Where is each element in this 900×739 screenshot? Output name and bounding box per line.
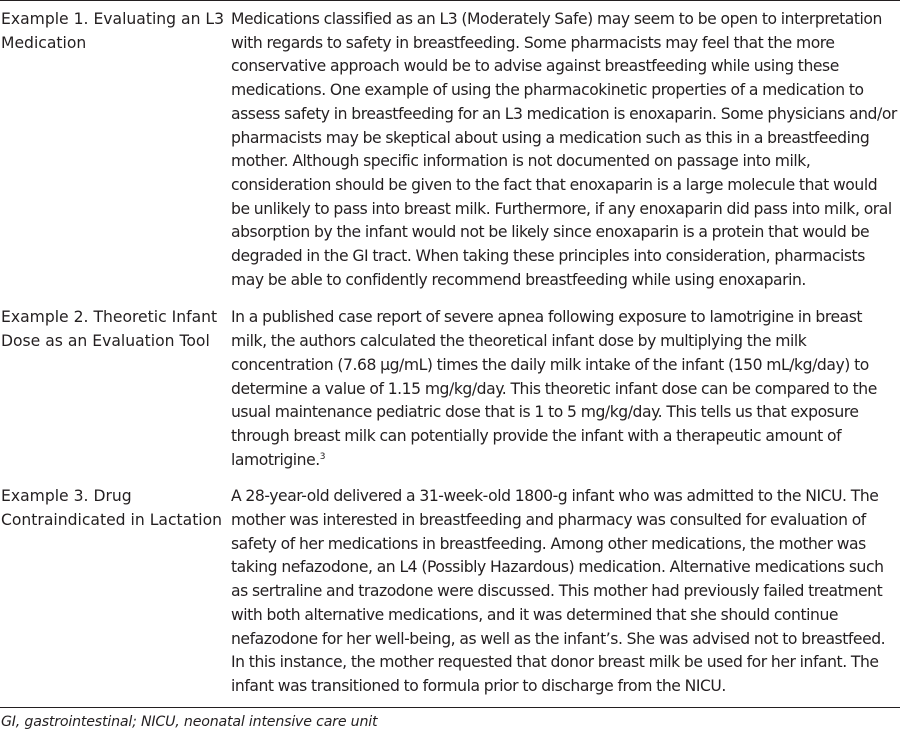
table-row xyxy=(0,472,900,698)
row-label: Example 1. Evaluating an L3 Medication xyxy=(1,10,225,52)
table-row xyxy=(0,292,900,472)
row-text: Medications classified as an L3 (Moderately Safe) may seem to be open to interpretation with regards to safety in breastfeeding. Some pharmacists may feel that the more conservative approach would be to advise against breastfeeding while using these medications. One example of using the pharmacokinetic properties of a medication to assess safety in breastfeeding for an L3 medication is enoxaparin. Some physicians and/or pharmacists may be skeptical about using a medication such as this in a breastfeeding mother. Although specific information is not documented on passage into milk, consideration should be given to the fact that enoxaparin is a large molecule that would be unlikely to pass into breast milk. Furthermore, if any enoxaparin did pass into milk, oral absorption by the infant would not be likely since enoxaparin is a protein that would be degraded in the GI tract. When taking these principles into consideration, pharmacists may be able to confidently recommend breastfeeding while using enoxaparin. xyxy=(231,10,897,289)
row-label: Example 2. Theoretic Infant Dose as an Evaluation Tool xyxy=(1,308,218,351)
row-text: A 28-year-old delivered a 31-week-old 1800-g infant who was admitted to the NICU. The mother was interested in breastfeeding and pharmacy was consulted for evaluation of safety of her medications in breastfeeding. Among other medications, the mother was taking nefazodone, an L4 (Possibly Hazardous) medication. Alternative medications such as sertraline and trazodone were discussed. This mother had previously failed treatment with both alternative medications, and it was determined that she should continue nefazodone for her well-being, as well as the infant’s. She was advised not to breastfeed. In this instance, the mother requested that donor breast milk be used for her infant. The infant was transitioned to formula prior to discharge from the NICU. xyxy=(231,487,886,695)
table-footnote: GI, gastrointestinal; NICU, neonatal intensive care unit xyxy=(1,713,378,730)
reference-superscript: 3 xyxy=(319,451,326,462)
row-text: In a published case report of severe apnea following exposure to lamotrigine in breast milk, the authors calculated the theoretical infant dose by multiplying the milk concentration (7.68 µg/mL) times the daily milk intake of the infant (150 mL/kg/day) to determine a value of 1.15 mg/kg/day. This theoretic infant dose can be compared to the usual maintenance pediatric dose that is 1 to 5 mg/kg/day. This tells us that exposure through breast milk can potentially provide the infant with a therapeutic amount of lamotrigine. xyxy=(231,308,877,469)
row-text-container xyxy=(231,306,900,472)
table-row xyxy=(0,1,900,292)
row-label: Example 3. Drug Contraindicated in Lactation xyxy=(1,487,223,530)
